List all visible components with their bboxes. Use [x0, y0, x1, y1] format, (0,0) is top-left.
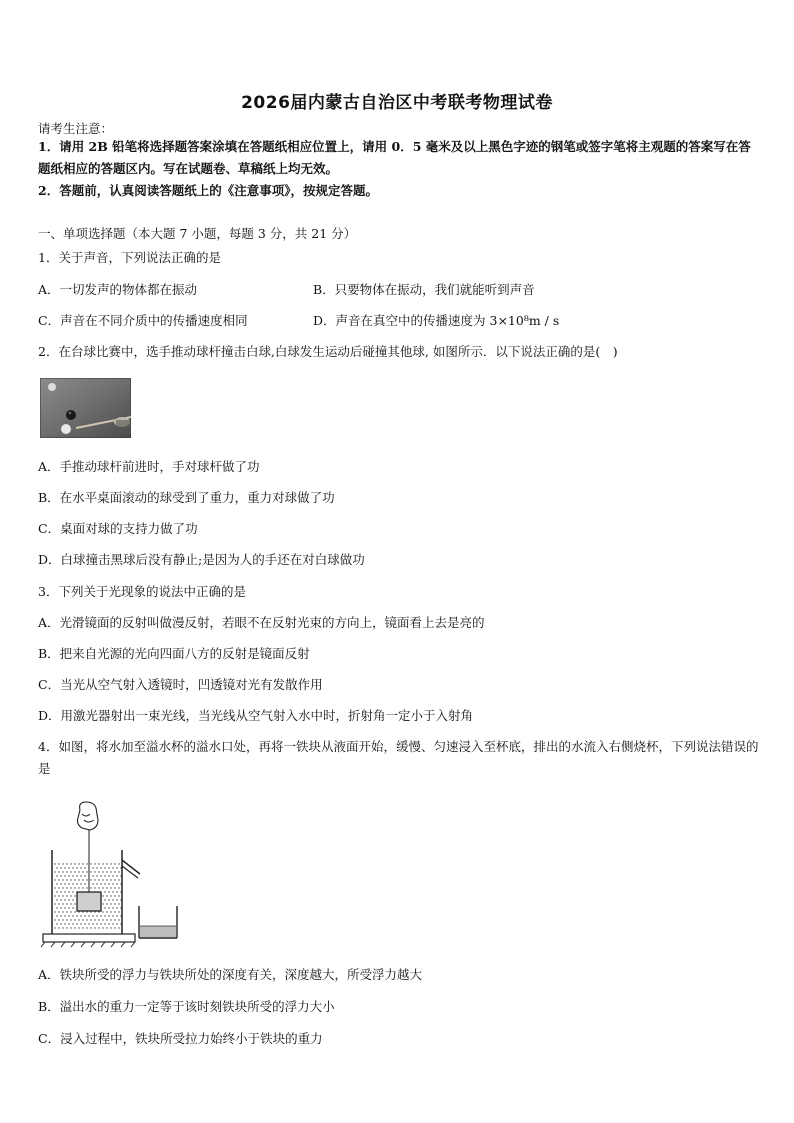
billiards-photo — [40, 378, 131, 438]
question-1-option-c: C．声音在不同介质中的传播速度相同 — [38, 313, 248, 328]
question-4-stem: 4．如图，将水加至溢水杯的溢水口处，再将一铁块从液面开始，缓慢、匀速浸入至杯底，排出的水流入右侧烧杯，下列说法错误的是 — [38, 739, 759, 776]
page-title: 2026届内蒙古自治区中考联考物理试卷 — [241, 93, 553, 113]
section-heading: 一、单项选择题（本大题 7 小题，每题 3 分，共 21 分） — [38, 226, 357, 241]
notice-heading: 请考生注意： — [38, 121, 114, 136]
question-4-option-a: A．铁块所受的浮力与铁块所处的深度有关，深度越大，所受浮力越大 — [38, 967, 423, 982]
question-1-option-b: B．只要物体在振动，我们就能听到声音 — [313, 282, 535, 297]
question-3-option-b: B．把来自光源的光向四面八方的反射是镜面反射 — [38, 646, 310, 661]
question-3-option-d: D．用激光器射出一束光线，当光线从空气射入水中时，折射角一定小于入射角 — [38, 708, 474, 723]
question-1-option-a: A．一切发声的物体都在振动 — [38, 282, 198, 297]
question-4-option-c: C．浸入过程中，铁块所受拉力始终小于铁块的重力 — [38, 1031, 323, 1046]
question-1-option-d: D．声音在真空中的传播速度为 3×10⁸m / s — [313, 313, 560, 328]
notice-item-1: 1．请用 2B 铅笔将选择题答案涂填在答题纸相应位置上，请用 0．5 毫米及以上黑色字迹的钢笔或签字笔将主观题的答案写在答题纸相应的答题区内。写在试题卷、草稿纸上均无效。 — [38, 139, 751, 176]
question-3-stem: 3．下列关于光现象的说法中正确的是 — [38, 584, 246, 599]
overflow-cup-diagram — [40, 800, 185, 950]
notice-item-2: 2．答题前，认真阅读答题纸上的《注意事项》，按规定答题。 — [38, 183, 378, 198]
question-3-option-a: A．光滑镜面的反射叫做漫反射，若眼不在反射光束的方向上，镜面看上去是亮的 — [38, 615, 485, 630]
question-4-option-b: B．溢出水的重力一定等于该时刻铁块所受的浮力大小 — [38, 999, 335, 1014]
question-2-option-d: D．白球撞击黑球后没有静止;是因为人的手还在对白球做功 — [38, 552, 365, 567]
question-2-stem: 2．在台球比赛中，选手推动球杆撞击白球,白球发生运动后碰撞其他球, 如图所示．以下说法正确的是( ) — [38, 344, 618, 359]
question-1-stem: 1．关于声音，下列说法正确的是 — [38, 250, 221, 265]
question-2-option-b: B．在水平桌面滚动的球受到了重力，重力对球做了功 — [38, 490, 335, 505]
question-2-option-a: A．手推动球杆前进时，手对球杆做了功 — [38, 459, 260, 474]
question-2-option-c: C．桌面对球的支持力做了功 — [38, 521, 198, 536]
question-3-option-c: C．当光从空气射入透镜时，凹透镜对光有发散作用 — [38, 677, 323, 692]
